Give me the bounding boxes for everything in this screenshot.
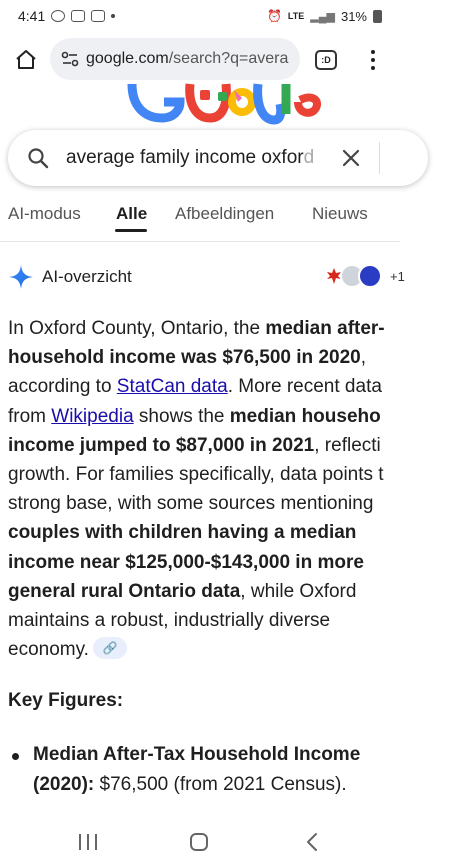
link-icon: 🔗: [102, 641, 118, 656]
tab-nieuws[interactable]: Nieuws: [312, 204, 368, 223]
text: $76,500 (from 2021 Census).: [94, 773, 347, 795]
text: shows the: [133, 405, 230, 427]
bold-text: household income was $76,500 in 2020: [8, 347, 361, 369]
url-text: [86, 50, 288, 68]
battery-percent: 31%: [340, 8, 367, 24]
text: . More recent data: [227, 376, 382, 398]
source-favicons[interactable]: [322, 264, 405, 290]
ai-overview-title: AI-overzicht: [42, 267, 132, 286]
bullet-icon: [12, 753, 19, 760]
signal-icon: ▂▄▆: [310, 10, 335, 23]
close-icon[interactable]: [339, 146, 363, 170]
text: strong base, with some sources mentioning: [8, 493, 374, 515]
search-icon[interactable]: [26, 146, 50, 170]
text: economy.: [8, 639, 89, 661]
more-notifications-icon: [111, 14, 115, 18]
ai-overview-header: [8, 262, 408, 292]
battery-icon: [373, 10, 382, 23]
text: ,: [360, 347, 366, 369]
notification-icon: [71, 10, 85, 22]
bold-text: income near $125,000-$143,000 in more: [8, 551, 364, 573]
search-query: average family income oxfor: [66, 147, 304, 168]
search-query-fade: d: [303, 147, 315, 168]
bold-text: income jumped to $87,000 in 2021: [8, 434, 315, 456]
statcan-link[interactable]: StatCan data: [116, 376, 228, 398]
status-time: 4:41: [18, 8, 46, 24]
whatsapp-icon: [51, 10, 65, 22]
alarm-icon: ⏰: [266, 9, 282, 23]
text: , reflecti: [314, 434, 381, 456]
home-button-icon[interactable]: [190, 833, 208, 851]
home-icon[interactable]: [14, 48, 38, 72]
list-item: [33, 740, 433, 799]
tab-switcher-button[interactable]: :D: [315, 50, 337, 70]
text: according to: [8, 376, 117, 398]
back-icon[interactable]: [305, 832, 319, 852]
text: maintains a robust, industrially diverse: [8, 609, 331, 631]
text: , while Oxford: [240, 580, 357, 602]
browser-toolbar: [0, 38, 400, 82]
google-doodle-logo[interactable]: [130, 84, 320, 124]
search-input[interactable]: [66, 147, 336, 169]
bold-text: (2020):: [33, 773, 95, 795]
divider: [379, 142, 380, 174]
sparkle-icon: [8, 264, 34, 290]
site-settings-icon[interactable]: [60, 49, 80, 69]
search-tabs: [0, 202, 400, 242]
active-tab-indicator: [115, 229, 147, 232]
more-menu-icon[interactable]: [368, 48, 378, 72]
url-path: /search?q=avera: [168, 50, 289, 67]
text: In Oxford County, Ontario, the: [8, 318, 266, 339]
tab-alle[interactable]: Alle: [116, 204, 148, 223]
bold-text: median househo: [229, 405, 381, 427]
ai-overview-text: [8, 314, 468, 664]
address-bar[interactable]: [50, 38, 300, 80]
text: growth. For families specifically, data points t: [8, 463, 384, 485]
sources-more-count: +1: [390, 269, 405, 284]
link-chip[interactable]: [93, 637, 127, 659]
wikipedia-link[interactable]: Wikipedia: [51, 405, 134, 427]
tab-ai-modus[interactable]: AI-modus: [8, 204, 81, 223]
bold-text: median after-: [265, 318, 385, 339]
network-label: LTE: [287, 11, 305, 21]
key-figures-heading: Key Figures:: [8, 690, 124, 711]
url-host: google.com: [86, 50, 169, 67]
bold-text: general rural Ontario data: [8, 580, 241, 602]
status-bar: [0, 0, 400, 32]
bold-text: couples with children having a median: [8, 522, 357, 544]
search-box[interactable]: [8, 130, 428, 186]
text: from: [8, 405, 52, 427]
system-nav-bar: [0, 820, 400, 867]
source-icon: [358, 264, 382, 288]
notification-icon: [91, 10, 105, 22]
tab-afbeeldingen[interactable]: Afbeeldingen: [175, 204, 275, 223]
bold-text: Median After-Tax Household Income: [33, 744, 361, 765]
recent-apps-icon[interactable]: [79, 834, 97, 850]
